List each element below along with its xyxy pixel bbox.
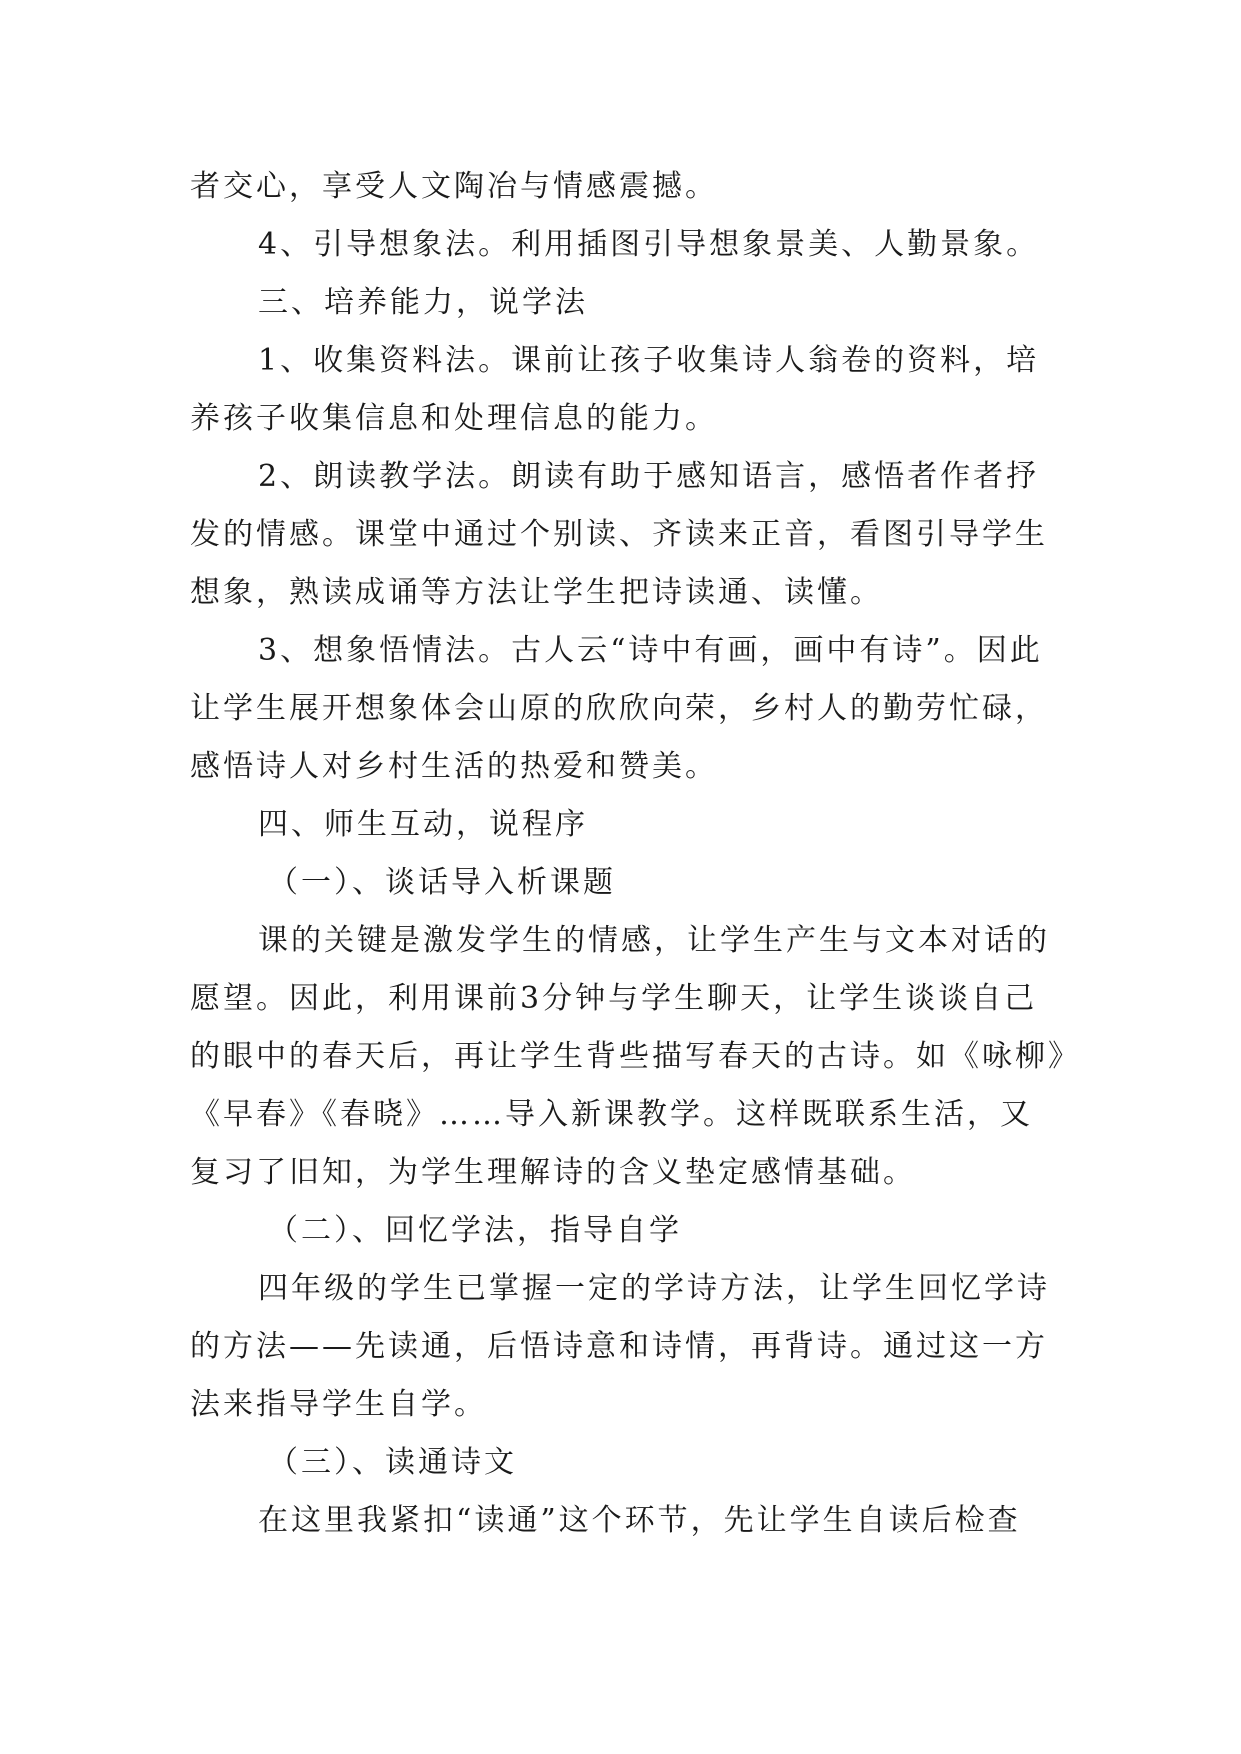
subsection-heading: （二）、回忆学法，指导自学 — [268, 1213, 682, 1248]
paragraph-start: 四年级的学生已掌握一定的学诗方法，让学生回忆学诗 — [258, 1271, 1050, 1306]
text-line: 感悟诗人对乡村生活的热爱和赞美。 — [190, 749, 718, 784]
text-line: 者交心，享受人文陶冶与情感震撼。 — [190, 169, 718, 204]
subsection-heading: （一）、谈话导入析课题 — [268, 865, 616, 900]
text-line: 发的情感。课堂中通过个别读、齐读来正音，看图引导学生 — [190, 517, 1048, 552]
section-heading: 三、培养能力，说学法 — [258, 285, 588, 320]
text-line: 想象，熟读成诵等方法让学生把诗读通、读懂。 — [190, 575, 883, 610]
text-line: 的眼中的春天后，再让学生背些描写春天的古诗。如《咏柳》 — [190, 1039, 1081, 1074]
list-item: 3、想象悟情法。古人云“诗中有画，画中有诗”。因此 — [258, 633, 1043, 668]
list-item: 1、收集资料法。课前让孩子收集诗人翁卷的资料，培 — [258, 343, 1040, 378]
list-item: 2、朗读教学法。朗读有助于感知语言，感悟者作者抒 — [258, 459, 1040, 494]
text-line: 复习了旧知，为学生理解诗的含义垫定感情基础。 — [190, 1155, 916, 1190]
text-line: 愿望。因此，利用课前3分钟与学生聊天，让学生谈谈自己 — [190, 981, 1038, 1016]
paragraph-start: 在这里我紧扣“读通”这个环节，先让学生自读后检查 — [258, 1503, 1021, 1538]
text-line: 让学生展开想象体会山原的欣欣向荣，乡村人的勤劳忙碌， — [190, 691, 1048, 726]
text-line: 法来指导学生自学。 — [190, 1387, 487, 1422]
paragraph-start: 课的关键是激发学生的情感，让学生产生与文本对话的 — [258, 923, 1050, 958]
subsection-heading: （三）、读通诗文 — [268, 1445, 517, 1480]
section-heading: 四、师生互动，说程序 — [258, 807, 588, 842]
text-line: 的方法——先读通，后悟诗意和诗情，再背诗。通过这一方 — [190, 1329, 1048, 1364]
text-line: 《早春》《春晓》……导入新课教学。这样既联系生活，又 — [190, 1097, 1033, 1132]
text-line: 养孩子收集信息和处理信息的能力。 — [190, 401, 718, 436]
document-page — [190, 158, 1081, 1550]
list-item: 4、引导想象法。利用插图引导想象景美、人勤景象。 — [258, 227, 1040, 262]
